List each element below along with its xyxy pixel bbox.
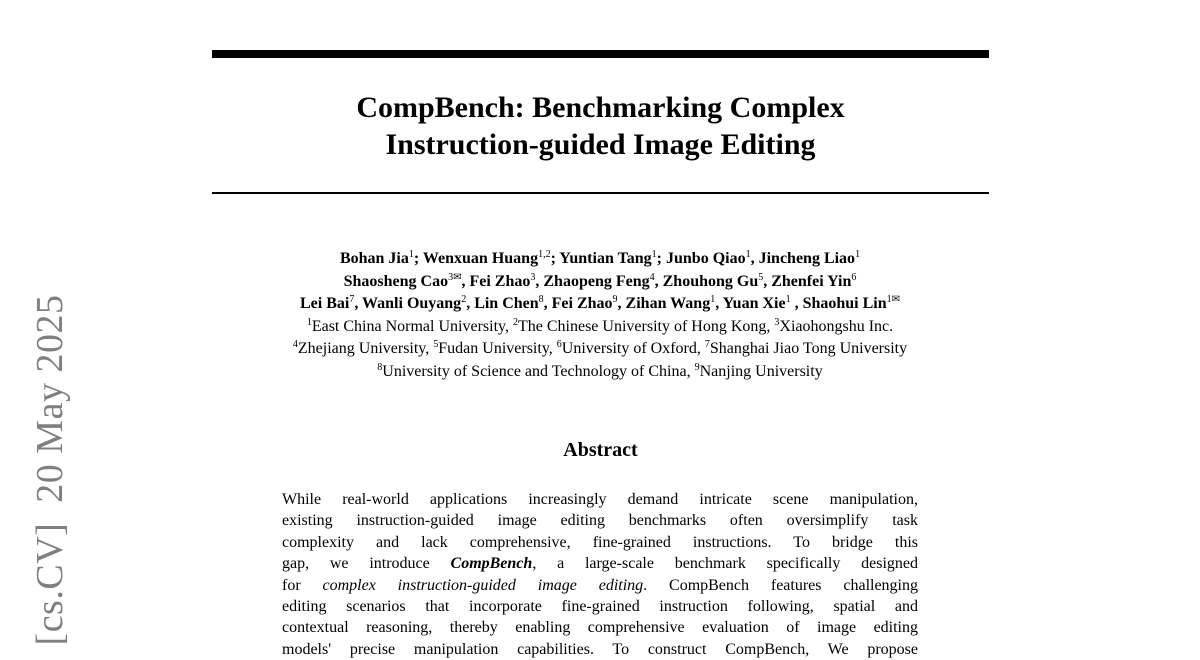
author-affiliation-marker: 5: [758, 271, 764, 283]
benchmark-name: CompBench: [450, 555, 533, 573]
author-affiliation-marker: 4: [649, 271, 655, 283]
author-separator: ,: [354, 295, 363, 312]
author-separator: ,: [763, 272, 772, 290]
affiliation-marker: 6: [556, 339, 562, 350]
affiliation-marker: 3: [774, 316, 780, 328]
affiliation-marker: 9: [694, 361, 700, 373]
author-list: [200, 248, 1000, 316]
author-separator: ,: [466, 295, 475, 312]
author-affiliation-marker: 1: [785, 294, 791, 305]
author-affiliation-marker: 6: [851, 271, 857, 283]
arxiv-category: [cs.CV]: [29, 522, 71, 646]
author-separator: ;: [413, 250, 423, 267]
author-affiliation-marker: 3: [530, 271, 536, 283]
author-affiliation-marker: 1,2: [538, 249, 551, 260]
author-name: Shaosheng Cao: [343, 272, 449, 290]
abstract-body: [282, 489, 918, 660]
author-name: Yuntian Tang: [559, 250, 652, 267]
abstract-text: contextual reasoning, thereby enabling comprehensive evaluation of image editing: [282, 619, 918, 637]
affiliation-marker: 2: [512, 316, 518, 328]
title-line-2: Instruction-guided Image Editing: [385, 128, 816, 161]
affiliation-name: Shanghai Jiao Tong University: [709, 340, 908, 357]
author-name: Lin Chen: [474, 295, 539, 312]
author-separator: ,: [543, 295, 552, 312]
abstract-line: [282, 617, 918, 638]
author-line: [200, 248, 1000, 271]
author-name: Fei Zhao: [551, 295, 613, 312]
author-affiliation-marker: 1✉: [886, 294, 901, 305]
affiliation-name: Nanjing University: [699, 362, 823, 380]
affiliation-name: Xiaohongshu Inc.: [779, 317, 894, 335]
title-bottom-rule: [212, 192, 989, 194]
author-affiliation-marker: 1: [745, 249, 751, 260]
abstract-text: complexity and lack comprehensive, fine-grained instructions. To bridge this: [282, 533, 918, 551]
author-affiliation-marker: 1: [408, 249, 414, 260]
affiliation-line: [200, 338, 1000, 361]
author-separator: ,: [715, 295, 723, 312]
author-separator: ,: [461, 272, 470, 290]
author-line: [200, 271, 1000, 294]
author-name: Zhaopeng Feng: [543, 272, 650, 290]
affiliation-name: University of Science and Technology of China,: [382, 362, 695, 380]
affiliation-marker: 7: [704, 339, 710, 350]
author-affiliation-marker: 1: [710, 294, 716, 305]
abstract-text: existing instruction-guided image editing benchmarks often oversimplify task: [282, 512, 918, 530]
author-affiliation-marker: 7: [349, 294, 355, 305]
abstract-line: [282, 489, 918, 510]
affiliation-name: The Chinese University of Hong Kong,: [517, 317, 775, 335]
arxiv-side-stamp: [28, 295, 72, 646]
author-affiliation-marker: 3✉: [448, 271, 462, 283]
author-name: Bohan Jia: [339, 250, 409, 267]
affiliation-name: Zhejiang University,: [297, 340, 434, 357]
author-name: Junbo Qiao: [666, 250, 746, 267]
abstract-text: . CompBench features challenging: [643, 576, 918, 594]
author-separator: ,: [790, 295, 803, 312]
arxiv-date: 20 May 2025: [29, 294, 71, 503]
affiliation-list: [200, 316, 1000, 384]
author-affiliation-marker: 8: [538, 294, 544, 305]
abstract-text: editing scenarios that incorporate fine-grained instruction following, spatial and: [282, 597, 918, 615]
affiliation-name: East China Normal University,: [311, 317, 513, 335]
affiliation-name: Fudan University,: [438, 340, 557, 357]
author-name: Lei Bai: [299, 295, 350, 312]
author-name: Zhouhong Gu: [662, 272, 759, 290]
affiliation-line: [200, 316, 1000, 339]
author-line: [200, 293, 1000, 316]
author-block: [200, 248, 1000, 383]
author-separator: ,: [750, 250, 759, 267]
author-separator: ,: [654, 272, 663, 290]
affiliation-marker: 1: [306, 316, 312, 328]
author-name: Yuan Xie: [722, 295, 786, 312]
affiliation-name: University of Oxford,: [561, 340, 705, 357]
author-name: Zihan Wang: [625, 295, 711, 312]
author-affiliation-marker: 1: [651, 249, 657, 260]
abstract-line: [282, 510, 918, 531]
author-separator: ,: [617, 295, 626, 312]
author-affiliation-marker: 2: [461, 294, 467, 305]
abstract-line: [282, 553, 918, 574]
abstract-text: , a large-scale benchmark specifically designed: [532, 555, 918, 573]
author-separator: ;: [656, 250, 666, 267]
abstract-text: models' precise manipulation capabilities. To construct CompBench, We propose: [282, 640, 918, 658]
abstract-line: [282, 639, 918, 660]
abstract-text: for: [282, 576, 323, 594]
author-name: Wanli Ouyang: [362, 295, 462, 312]
paper-title: [212, 89, 989, 163]
author-name: Zhenfei Yin: [771, 272, 852, 290]
author-separator: ,: [535, 272, 544, 290]
author-name: Shaohui Lin: [802, 295, 887, 312]
author-affiliation-marker: 9: [612, 294, 618, 305]
title-line-1: CompBench: Benchmarking Complex: [356, 91, 845, 124]
abstract-text: gap, we introduce: [282, 555, 451, 573]
emphasis-text: complex instruction-guided image editing: [322, 576, 644, 594]
author-name: Fei Zhao: [469, 272, 531, 290]
abstract-line: [282, 532, 918, 553]
author-affiliation-marker: 1: [855, 249, 861, 260]
affiliation-marker: 4: [292, 339, 298, 350]
author-name: Jincheng Liao: [758, 250, 856, 267]
affiliation-marker: 8: [377, 361, 383, 373]
abstract-line: [282, 596, 918, 617]
title-top-rule: [212, 50, 989, 58]
author-separator: ;: [550, 250, 560, 267]
affiliation-marker: 5: [433, 339, 439, 350]
abstract-text: While real-world applications increasingly demand intricate scene manipulation,: [282, 491, 918, 508]
abstract-heading: Abstract: [563, 439, 638, 461]
author-name: Wenxuan Huang: [422, 250, 539, 267]
affiliation-line: [200, 361, 1000, 384]
abstract-line: [282, 575, 918, 596]
